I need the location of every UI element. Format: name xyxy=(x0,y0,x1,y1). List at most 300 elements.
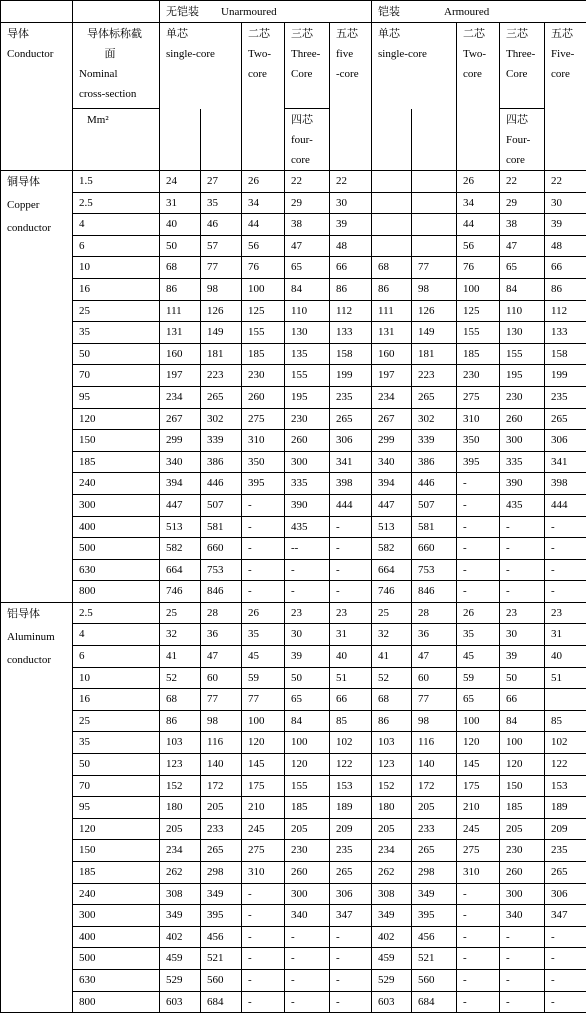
rating-cell: 172 xyxy=(201,775,242,797)
rating-cell: - xyxy=(545,948,586,970)
rating-cell: - xyxy=(242,991,285,1013)
rating-cell: 394 xyxy=(372,473,412,495)
rating-cell: 41 xyxy=(160,646,201,668)
rating-cell: 100 xyxy=(457,278,500,300)
rating-cell: 582 xyxy=(160,538,201,560)
table-row xyxy=(1,969,586,991)
cross-section-cell: 25 xyxy=(73,710,160,732)
rating-cell xyxy=(372,192,412,214)
rating-cell: 77 xyxy=(412,689,457,711)
rating-cell: 513 xyxy=(160,516,201,538)
rating-cell: - xyxy=(545,516,586,538)
rating-cell: 235 xyxy=(545,840,586,862)
rating-cell: 260 xyxy=(500,862,545,884)
table-row xyxy=(1,689,586,711)
cross-section-cell: 240 xyxy=(73,473,160,495)
rating-cell: 181 xyxy=(201,343,242,365)
header-ua-four: 四芯 four- core xyxy=(285,109,330,171)
rating-cell: 47 xyxy=(201,646,242,668)
header-ua-single: 单芯 single-core xyxy=(160,23,242,109)
cross-section-cell: 10 xyxy=(73,667,160,689)
rating-cell: 46 xyxy=(201,214,242,236)
rating-cell: - xyxy=(457,538,500,560)
rating-cell: - xyxy=(545,581,586,603)
rating-cell: 102 xyxy=(545,732,586,754)
rating-cell: 102 xyxy=(330,732,372,754)
rating-cell: 205 xyxy=(372,818,412,840)
table-row xyxy=(1,386,586,408)
rating-cell: 302 xyxy=(201,408,242,430)
rating-cell: 846 xyxy=(412,581,457,603)
rating-cell: 131 xyxy=(372,322,412,344)
header-ua-three: 三芯 Three- Core xyxy=(285,23,330,109)
header-blank-conductor xyxy=(1,1,73,23)
cross-section-cell: 150 xyxy=(73,430,160,452)
rating-cell: 98 xyxy=(201,710,242,732)
rating-cell: 260 xyxy=(285,862,330,884)
rating-cell: 152 xyxy=(160,775,201,797)
rating-cell: 84 xyxy=(500,278,545,300)
rating-cell: 341 xyxy=(545,451,586,473)
rating-cell: 86 xyxy=(330,278,372,300)
rating-cell: - xyxy=(330,926,372,948)
rating-cell: - xyxy=(330,559,372,581)
rating-cell: 197 xyxy=(372,365,412,387)
rating-cell: 265 xyxy=(545,862,586,884)
rating-cell: 86 xyxy=(160,278,201,300)
rating-cell: 234 xyxy=(372,386,412,408)
rating-cell: 235 xyxy=(330,840,372,862)
rating-cell xyxy=(545,689,586,711)
rating-cell: 684 xyxy=(412,991,457,1013)
rating-cell: - xyxy=(242,905,285,927)
cross-section-cell: 400 xyxy=(73,516,160,538)
rating-cell: 209 xyxy=(545,818,586,840)
header-blank-section xyxy=(73,1,160,23)
rating-cell: 66 xyxy=(545,257,586,279)
rating-cell: 265 xyxy=(412,840,457,862)
rating-cell: 446 xyxy=(201,473,242,495)
rating-cell: 560 xyxy=(412,969,457,991)
cross-section-cell: 70 xyxy=(73,775,160,797)
rating-cell: - xyxy=(500,581,545,603)
rating-cell: 44 xyxy=(242,214,285,236)
rating-cell: 300 xyxy=(285,451,330,473)
rating-cell: 310 xyxy=(457,408,500,430)
rating-cell: 205 xyxy=(201,797,242,819)
rating-cell: 265 xyxy=(201,840,242,862)
conductor-group-label: 铜导体 Copper conductor xyxy=(1,171,73,603)
rating-cell: 350 xyxy=(242,451,285,473)
rating-cell xyxy=(412,214,457,236)
rating-cell: 459 xyxy=(372,948,412,970)
rating-cell: 59 xyxy=(457,667,500,689)
header-a-single-a xyxy=(372,109,412,171)
rating-cell: 111 xyxy=(160,300,201,322)
rating-cell: - xyxy=(330,969,372,991)
rating-cell: 205 xyxy=(285,818,330,840)
rating-cell: 39 xyxy=(500,646,545,668)
rating-cell: 300 xyxy=(285,883,330,905)
rating-cell xyxy=(412,235,457,257)
rating-cell: 126 xyxy=(201,300,242,322)
rating-cell: 100 xyxy=(457,710,500,732)
rating-cell: 308 xyxy=(372,883,412,905)
rating-cell: 65 xyxy=(285,257,330,279)
table-row xyxy=(1,602,586,624)
rating-cell: 175 xyxy=(457,775,500,797)
rating-cell: 189 xyxy=(545,797,586,819)
rating-cell: - xyxy=(330,516,372,538)
rating-cell: - xyxy=(457,905,500,927)
rating-cell: 39 xyxy=(545,214,586,236)
rating-cell: 846 xyxy=(201,581,242,603)
rating-cell: - xyxy=(242,883,285,905)
rating-cell: 180 xyxy=(160,797,201,819)
rating-cell: 402 xyxy=(160,926,201,948)
rating-cell: 195 xyxy=(500,365,545,387)
table-row xyxy=(1,171,586,193)
rating-cell: 100 xyxy=(242,278,285,300)
rating-cell: - xyxy=(545,991,586,1013)
rating-cell: 23 xyxy=(500,602,545,624)
rating-cell: 39 xyxy=(285,646,330,668)
rating-cell: 51 xyxy=(545,667,586,689)
rating-cell: - xyxy=(457,926,500,948)
header-a-three: 三芯 Three- Core xyxy=(500,23,545,109)
rating-cell: - xyxy=(457,494,500,516)
rating-cell: - xyxy=(500,969,545,991)
rating-cell: 684 xyxy=(201,991,242,1013)
rating-cell: 22 xyxy=(545,171,586,193)
rating-cell: 133 xyxy=(545,322,586,344)
rating-cell: 155 xyxy=(285,775,330,797)
rating-cell: 85 xyxy=(545,710,586,732)
rating-cell: 60 xyxy=(412,667,457,689)
rating-cell: 26 xyxy=(242,171,285,193)
rating-cell: 306 xyxy=(545,430,586,452)
table-row xyxy=(1,818,586,840)
rating-cell: 23 xyxy=(285,602,330,624)
rating-cell: 31 xyxy=(160,192,201,214)
cross-section-cell: 630 xyxy=(73,969,160,991)
cross-section-cell: 16 xyxy=(73,689,160,711)
rating-cell: - xyxy=(242,516,285,538)
table-row xyxy=(1,365,586,387)
rating-cell: 223 xyxy=(201,365,242,387)
rating-cell: 51 xyxy=(330,667,372,689)
rating-cell: 310 xyxy=(242,430,285,452)
rating-cell: 521 xyxy=(412,948,457,970)
rating-cell: 175 xyxy=(242,775,285,797)
rating-cell: 341 xyxy=(330,451,372,473)
cross-section-cell: 95 xyxy=(73,386,160,408)
rating-cell: 23 xyxy=(545,602,586,624)
cross-section-cell: 300 xyxy=(73,494,160,516)
rating-cell: - xyxy=(457,991,500,1013)
table-row xyxy=(1,797,586,819)
rating-cell: 40 xyxy=(160,214,201,236)
rating-cell: 68 xyxy=(160,689,201,711)
rating-cell: 34 xyxy=(242,192,285,214)
rating-cell: 210 xyxy=(457,797,500,819)
rating-cell: 59 xyxy=(242,667,285,689)
rating-cell: 38 xyxy=(500,214,545,236)
rating-cell: 24 xyxy=(160,171,201,193)
cross-section-cell: 2.5 xyxy=(73,602,160,624)
rating-cell: 435 xyxy=(500,494,545,516)
rating-cell: 160 xyxy=(372,343,412,365)
rating-cell: 40 xyxy=(545,646,586,668)
rating-cell: - xyxy=(457,516,500,538)
rating-cell: 753 xyxy=(201,559,242,581)
table-row xyxy=(1,840,586,862)
rating-cell: 153 xyxy=(545,775,586,797)
rating-cell: 35 xyxy=(242,624,285,646)
header-conductor: 导体 Conductor xyxy=(1,23,73,171)
rating-cell: - xyxy=(242,538,285,560)
rating-cell: - xyxy=(285,926,330,948)
rating-cell: 230 xyxy=(500,386,545,408)
rating-cell: 130 xyxy=(500,322,545,344)
rating-cell: 746 xyxy=(372,581,412,603)
table-row xyxy=(1,646,586,668)
table-row xyxy=(1,494,586,516)
table-row xyxy=(1,214,586,236)
rating-cell: 603 xyxy=(160,991,201,1013)
rating-cell: 339 xyxy=(412,430,457,452)
table-row xyxy=(1,948,586,970)
rating-cell: - xyxy=(330,991,372,1013)
table-row xyxy=(1,278,586,300)
rating-cell: 529 xyxy=(160,969,201,991)
rating-cell: 230 xyxy=(285,840,330,862)
rating-cell: 125 xyxy=(457,300,500,322)
rating-cell: 205 xyxy=(160,818,201,840)
rating-cell: 23 xyxy=(330,602,372,624)
rating-cell: 76 xyxy=(457,257,500,279)
cross-section-cell: 6 xyxy=(73,646,160,668)
rating-cell: 84 xyxy=(285,710,330,732)
rating-cell: 116 xyxy=(412,732,457,754)
rating-cell: 35 xyxy=(457,624,500,646)
rating-cell: 66 xyxy=(500,689,545,711)
rating-cell: 267 xyxy=(372,408,412,430)
table-row xyxy=(1,581,586,603)
rating-cell: - xyxy=(285,948,330,970)
rating-cell: 41 xyxy=(372,646,412,668)
rating-cell: 335 xyxy=(285,473,330,495)
rating-cell: 100 xyxy=(500,732,545,754)
rating-cell: 57 xyxy=(201,235,242,257)
rating-cell: 195 xyxy=(285,386,330,408)
rating-cell: 234 xyxy=(160,386,201,408)
cross-section-cell: 16 xyxy=(73,278,160,300)
rating-cell: 47 xyxy=(412,646,457,668)
rating-cell: 275 xyxy=(457,840,500,862)
rating-cell: 197 xyxy=(160,365,201,387)
cross-section-cell: 95 xyxy=(73,797,160,819)
rating-cell: 205 xyxy=(500,818,545,840)
rating-cell: 582 xyxy=(372,538,412,560)
rating-cell: 390 xyxy=(285,494,330,516)
rating-cell: 30 xyxy=(545,192,586,214)
cross-section-cell: 300 xyxy=(73,905,160,927)
table-row xyxy=(1,451,586,473)
table-row xyxy=(1,883,586,905)
rating-cell: - xyxy=(500,559,545,581)
rating-cell: 349 xyxy=(160,905,201,927)
rating-cell: 181 xyxy=(412,343,457,365)
rating-cell: - xyxy=(545,926,586,948)
rating-cell: 395 xyxy=(201,905,242,927)
rating-cell: 47 xyxy=(285,235,330,257)
rating-cell: 30 xyxy=(500,624,545,646)
rating-cell: 123 xyxy=(160,754,201,776)
cross-section-cell: 2.5 xyxy=(73,192,160,214)
rating-cell: 45 xyxy=(457,646,500,668)
rating-cell: 120 xyxy=(242,732,285,754)
rating-cell: 84 xyxy=(500,710,545,732)
rating-cell: 56 xyxy=(457,235,500,257)
rating-cell: 68 xyxy=(372,689,412,711)
rating-cell: 155 xyxy=(285,365,330,387)
header-unarmoured: 无铠装 Unarmoured xyxy=(160,1,372,23)
rating-cell: 308 xyxy=(160,883,201,905)
rating-cell: - xyxy=(242,926,285,948)
rating-cell: 262 xyxy=(372,862,412,884)
rating-cell: - xyxy=(242,581,285,603)
rating-cell: 459 xyxy=(160,948,201,970)
rating-cell: 39 xyxy=(330,214,372,236)
rating-cell: 26 xyxy=(457,602,500,624)
rating-cell: - xyxy=(457,473,500,495)
rating-cell: 35 xyxy=(201,192,242,214)
rating-cell: 265 xyxy=(412,386,457,408)
rating-cell: 30 xyxy=(285,624,330,646)
rating-cell: 25 xyxy=(160,602,201,624)
rating-cell: 275 xyxy=(242,840,285,862)
header-a-two: 二芯 Two- core xyxy=(457,23,500,171)
rating-cell: - xyxy=(457,581,500,603)
rating-cell: 189 xyxy=(330,797,372,819)
rating-cell: 507 xyxy=(201,494,242,516)
rating-cell: 753 xyxy=(412,559,457,581)
header-a-five: 五芯 Five- core xyxy=(545,23,586,171)
rating-cell: 310 xyxy=(242,862,285,884)
rating-cell: 260 xyxy=(500,408,545,430)
rating-cell: 22 xyxy=(330,171,372,193)
rating-cell: 22 xyxy=(285,171,330,193)
cross-section-cell: 50 xyxy=(73,343,160,365)
rating-cell xyxy=(372,171,412,193)
rating-cell: 28 xyxy=(201,602,242,624)
rating-cell: 52 xyxy=(372,667,412,689)
rating-cell: 235 xyxy=(545,386,586,408)
rating-cell: 47 xyxy=(500,235,545,257)
rating-cell: 339 xyxy=(201,430,242,452)
table-row xyxy=(1,754,586,776)
rating-cell: 310 xyxy=(457,862,500,884)
table-row xyxy=(1,473,586,495)
table-row xyxy=(1,192,586,214)
rating-cell: 86 xyxy=(160,710,201,732)
rating-cell: 100 xyxy=(285,732,330,754)
rating-cell: - xyxy=(285,969,330,991)
rating-cell: 746 xyxy=(160,581,201,603)
rating-cell: 267 xyxy=(160,408,201,430)
cross-section-cell: 35 xyxy=(73,732,160,754)
rating-cell: 209 xyxy=(330,818,372,840)
rating-cell: 98 xyxy=(412,278,457,300)
table-row xyxy=(1,343,586,365)
rating-cell: 664 xyxy=(160,559,201,581)
rating-cell: 349 xyxy=(372,905,412,927)
cross-section-cell: 6 xyxy=(73,235,160,257)
table-row xyxy=(1,257,586,279)
rating-cell: 44 xyxy=(457,214,500,236)
rating-cell: - xyxy=(285,581,330,603)
rating-cell: - xyxy=(545,538,586,560)
rating-cell: 260 xyxy=(242,386,285,408)
cross-section-cell: 240 xyxy=(73,883,160,905)
rating-cell: 76 xyxy=(242,257,285,279)
rating-cell: 245 xyxy=(242,818,285,840)
cross-section-cell: 800 xyxy=(73,581,160,603)
rating-cell: 65 xyxy=(285,689,330,711)
rating-cell: 28 xyxy=(412,602,457,624)
table-row xyxy=(1,991,586,1013)
rating-cell: 306 xyxy=(330,430,372,452)
table-row xyxy=(1,710,586,732)
rating-cell xyxy=(412,192,457,214)
header-ua-single-b xyxy=(201,109,242,171)
rating-cell: 386 xyxy=(412,451,457,473)
rating-cell: - xyxy=(330,581,372,603)
rating-cell: 36 xyxy=(201,624,242,646)
rating-cell: 29 xyxy=(500,192,545,214)
rating-cell: 29 xyxy=(285,192,330,214)
rating-cell: 150 xyxy=(500,775,545,797)
rating-cell: 36 xyxy=(412,624,457,646)
table-row xyxy=(1,300,586,322)
rating-cell: 122 xyxy=(330,754,372,776)
cross-section-cell: 120 xyxy=(73,818,160,840)
table-row xyxy=(1,235,586,257)
header-ua-two: 二芯 Two- core xyxy=(242,23,285,171)
table-row xyxy=(1,905,586,927)
rating-cell: 349 xyxy=(201,883,242,905)
rating-cell: 299 xyxy=(160,430,201,452)
rating-cell: 152 xyxy=(372,775,412,797)
rating-cell: - xyxy=(242,969,285,991)
rating-cell: 153 xyxy=(330,775,372,797)
rating-cell: 298 xyxy=(201,862,242,884)
rating-cell: - xyxy=(330,948,372,970)
rating-cell: 235 xyxy=(330,386,372,408)
rating-cell: 34 xyxy=(457,192,500,214)
rating-cell: 158 xyxy=(545,343,586,365)
rating-cell: 581 xyxy=(412,516,457,538)
rating-cell: 65 xyxy=(500,257,545,279)
rating-cell: 340 xyxy=(500,905,545,927)
rating-cell: 155 xyxy=(242,322,285,344)
rating-cell: 149 xyxy=(201,322,242,344)
rating-cell: 660 xyxy=(412,538,457,560)
rating-cell: 130 xyxy=(285,322,330,344)
rating-cell: 395 xyxy=(242,473,285,495)
rating-cell: 185 xyxy=(242,343,285,365)
